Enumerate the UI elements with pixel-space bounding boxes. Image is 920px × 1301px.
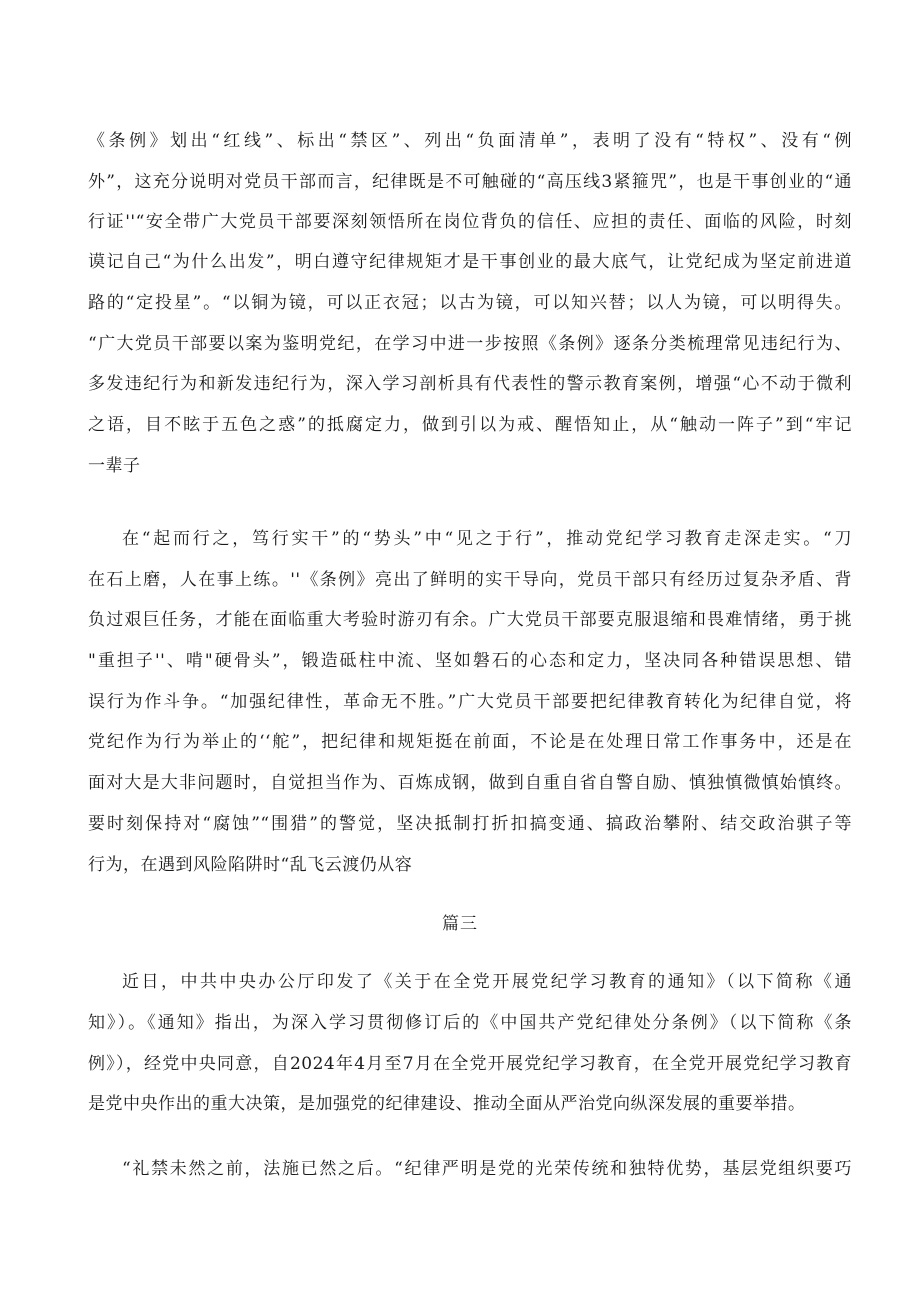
paragraph-line: 路的“定投星”。“以铜为镜，可以正衣冠；以古为镜，可以知兴替；以人为镜，可以明得失。 [88, 293, 852, 313]
paragraph-line: “广大党员干部要以案为鉴明党纪，在学习中进一步按照《条例》逐条分类梳理常见违纪行为、 [88, 334, 852, 354]
paragraph-line: 是党中央作出的重大决策，是加强党的纪律建设、推动全面从严治党向纵深发展的重要举措。 [88, 1094, 806, 1114]
paragraph-line: 误行为作斗争。“加强纪律性，革命无不胜。”广大党员干部要把纪律教育转化为纪律自觉，将 [88, 692, 852, 712]
paragraph-line: 党纪作为行为举止的‘‘舵”，把纪律和规矩挺在前面，不论是在处理日常工作事务中，还是在 [88, 732, 852, 752]
paragraph-line: 要时刻保持对“腐蚀”“围猎”的警觉，坚决抵制打折扣搞变通、搞政治攀附、结交政治骐子等 [88, 814, 852, 834]
paragraph-line: 行为，在遇到风险陷阱时“乱飞云渡仍从容 [88, 855, 413, 875]
paragraph-line: 知》）。《通知》指出，为深入学习贯彻修订后的《中国共产党纪律处分条例》（以下简称《条 [88, 1013, 852, 1033]
paragraph-line: 多发违纪行为和新发违纪行为，深入学习剖析具有代表性的警示教育案例，增强“心不动于微利 [88, 374, 852, 394]
paragraph-line: 行证''“安全带广大党员干部要深刻领悟所在岗位背负的信任、应担的责任、面临的风险，时刻 [88, 212, 852, 232]
paragraph-line: “礼禁未然之前，法施已然之后。“纪律严明是党的光荣传统和独特优势，基层党组织要巧 [122, 1159, 852, 1179]
paragraph-line: 之语，目不眩于五色之惑”的抵腐定力，做到引以为戒、醒悟知止，从“触动一阵子”到“牢记 [88, 415, 852, 435]
paragraph-line: 一辈子 [88, 456, 141, 476]
paragraph-line: 例》），经党中央同意，自2024年4月至7月在全党开展党纪学习教育，在全党开展党纪学习教育 [88, 1054, 852, 1074]
paragraph-line: 谟记自己“为什么出发”，明白遵守纪律规矩才是干事创业的最大底气，让党纪成为坚定前进道 [88, 252, 852, 272]
paragraph-line: 在石上磨，人在事上练。''《条例》亮出了鲜明的实干导向，党员干部只有经历过复杂矛盾、背 [88, 570, 852, 590]
paragraph-line: "重担子''、啃"硬骨头”，锻造砥柱中流、坚如磐石的心态和定力，坚决同各种错误思想、错 [88, 651, 852, 671]
paragraph-line: 外”，这充分说明对党员干部而言，纪律既是不可触碰的“高压线3紧箍咒”，也是干事创业的“通 [88, 172, 852, 192]
paragraph-line: 近日，中共中央办公厅印发了《关于在全党开展党纪学习教育的通知》（以下简称《通 [122, 972, 852, 992]
paragraph-line: 负过艰巨任务，才能在面临重大考验时游刃有余。广大党员干部要克服退缩和畏难情绪，勇于挑 [88, 610, 852, 630]
paragraph-line: 《条例》划出“红线”、标出“禁区”、列出“负面清单”，表明了没有“特权”、没有“例 [88, 131, 852, 151]
paragraph-line: 在“起而行之，笃行实干”的“势头”中“见之于行”，推动党纪学习教育走深走实。“刀 [122, 529, 852, 549]
paragraph-line: 面对大是大非问题时，自觉担当作为、百炼成钢，做到自重自省自警自励、慎独慎微慎始慎终。 [88, 773, 852, 793]
section-heading: 篇三 [442, 914, 478, 934]
